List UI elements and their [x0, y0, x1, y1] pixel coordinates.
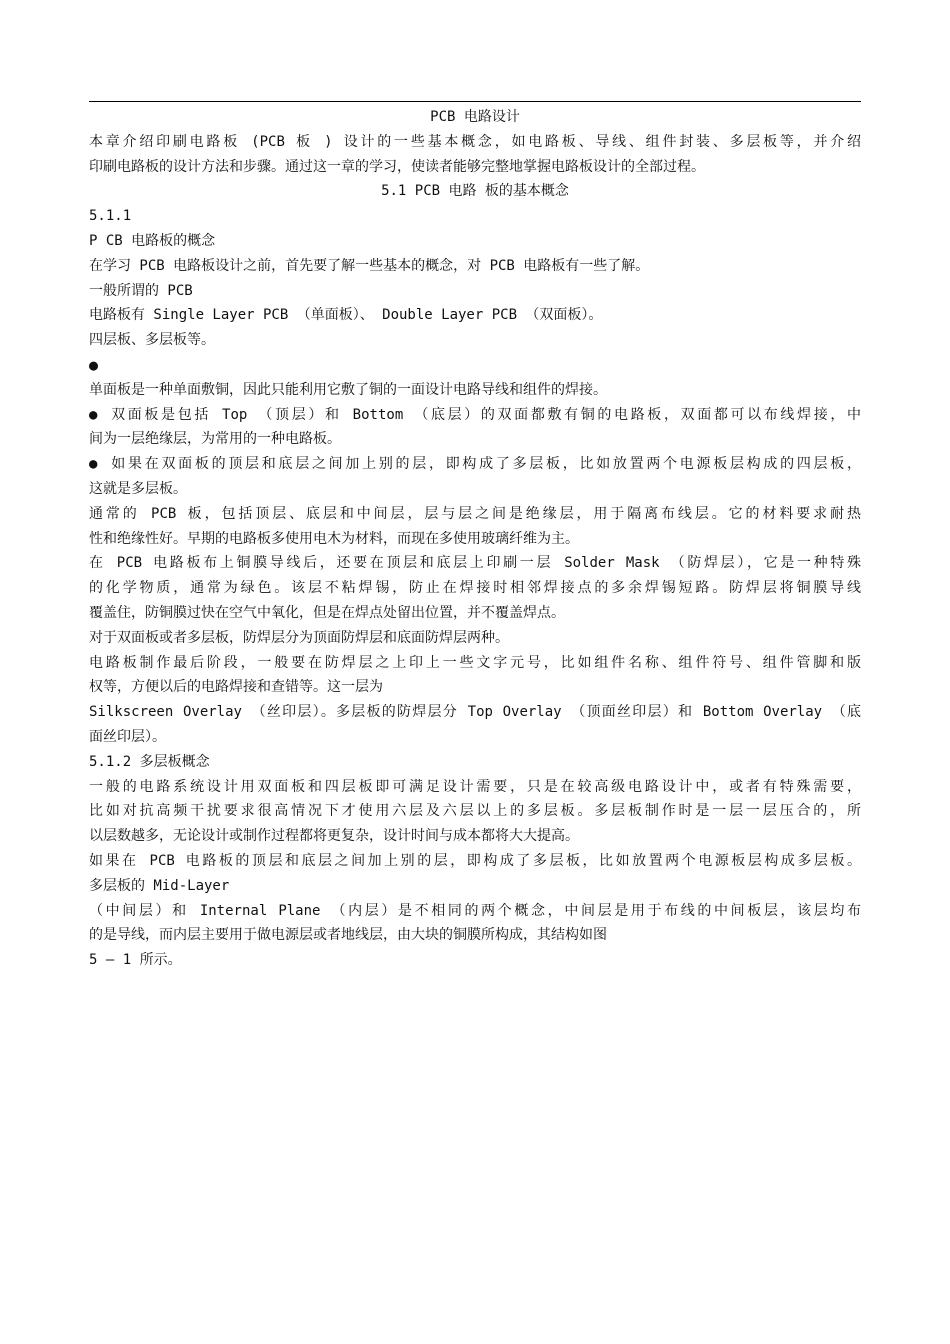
text-line: 四层板、多层板等。 — [89, 332, 215, 349]
text-line: 这就是多层板。 — [89, 480, 187, 497]
text-line: （中间层）和 Internal Plane （内层）是不相同的两个概念，中间层是用于布线的中间板层，该层均布 — [89, 902, 861, 919]
text-line: 一般所谓的 PCB — [89, 282, 193, 299]
text-line: 权等，方便以后的电路焊接和查错等。这一层为 — [89, 679, 383, 696]
text-line: 在 PCB 电路板布上铜膜导线后，还要在顶层和底层上印刷一层 Solder Mask （防焊层），它是一种特殊 — [89, 555, 861, 572]
text-line: Silkscreen Overlay （丝印层）。多层板的防焊层分 Top Overlay （顶面丝印层）和 Bottom Overlay （底 — [89, 704, 861, 721]
text-line: 如果在 PCB 电路板的顶层和底层之间加上别的层，即构成了多层板，比如放置两个电源板层构成多层板。 — [89, 852, 861, 869]
text-line: 的化学物质，通常为绿色。该层不粘焊锡，防止在焊接时相邻焊接点的多余焊锡短路。防焊层将铜膜导线 — [89, 580, 861, 597]
text-line: 一般的电路系统设计用双面板和四层板即可满足设计需要，只是在较高级电路设计中，或者有特殊需要， — [89, 778, 861, 795]
figure-reference: 5 — 1 所示。 — [89, 952, 182, 969]
text-line: 性和绝缘性好。早期的电路板多使用电木为材料，而现在多使用玻璃纤维为主。 — [89, 530, 579, 547]
text-line: 电路板有 Single Layer PCB （单面板）、 Double Layer PCB （双面板）。 — [89, 307, 603, 324]
subsection-title: P CB 电路板的概念 — [89, 232, 216, 249]
header-rule — [89, 101, 861, 102]
text-line: 间为一层绝缘层，为常用的一种电路板。 — [89, 431, 341, 448]
bullet-item: ● 双面板是包括 Top （顶层）和 Bottom （底层）的双面都敷有铜的电路板，双面都可以布线焊接，中 — [89, 406, 861, 423]
document-title: PCB 电路设计 — [430, 109, 520, 125]
text-line: 比如对抗高频干扰要求很高情况下才使用六层及六层以上的多层板。多层板制作时是一层一层压合的，所 — [89, 803, 861, 820]
section-heading: 5.1 PCB 电路 板的基本概念 — [381, 183, 569, 200]
text-line: 通常的 PCB 板，包括顶层、底层和中间层，层与层之间是绝缘层，用于隔离布线层。它的材料要求耐热 — [89, 505, 861, 522]
text-line: 单面板是一种单面敷铜，因此只能利用它敷了铜的一面设计电路导线和组件的焊接。 — [89, 381, 607, 398]
text-line: 以层数越多，无论设计或制作过程都将更复杂，设计时间与成本都将大大提高。 — [89, 828, 579, 845]
text-line: 多层板的 Mid-Layer — [89, 877, 230, 894]
text-line: 电路板制作最后阶段，一般要在防焊层之上印上一些文字元号，比如组件名称、组件符号、组件管脚和版 — [89, 654, 861, 671]
text-line: 在学习 PCB 电路板设计之前，首先要了解一些基本的概念，对 PCB 电路板有一些了解。 — [89, 257, 650, 274]
text-line: 的是导线，而内层主要用于做电源层或者地线层，由大块的铜膜所构成，其结构如图 — [89, 927, 607, 944]
text-line: 印刷电路板的设计方法和步骤。通过这一章的学习，使读者能够完整地掌握电路板设计的全部过程。 — [89, 158, 705, 175]
document-body — [89, 105, 861, 973]
text-line: 面丝印层）。 — [89, 728, 166, 745]
subsection-heading: 5.1.2 多层板概念 — [89, 753, 210, 770]
bullet-item: ● 如果在双面板的顶层和底层之间加上别的层，即构成了多层板，比如放置两个电源板层构成的四层板， — [89, 456, 861, 473]
subsection-number: 5.1.1 — [89, 208, 132, 225]
text-line: 覆盖住，防铜膜过快在空气中氧化，但是在焊点处留出位置，并不覆盖焊点。 — [89, 604, 565, 621]
bullet-icon: ● — [89, 355, 99, 374]
text-line: 对于双面板或者多层板，防焊层分为顶面防焊层和底面防焊层两种。 — [89, 629, 509, 646]
text-line: 本章介绍印刷电路板 (PCB 板 ) 设计的一些基本概念，如电路板、导线、组件封装、多层板等，并介绍 — [89, 133, 861, 150]
